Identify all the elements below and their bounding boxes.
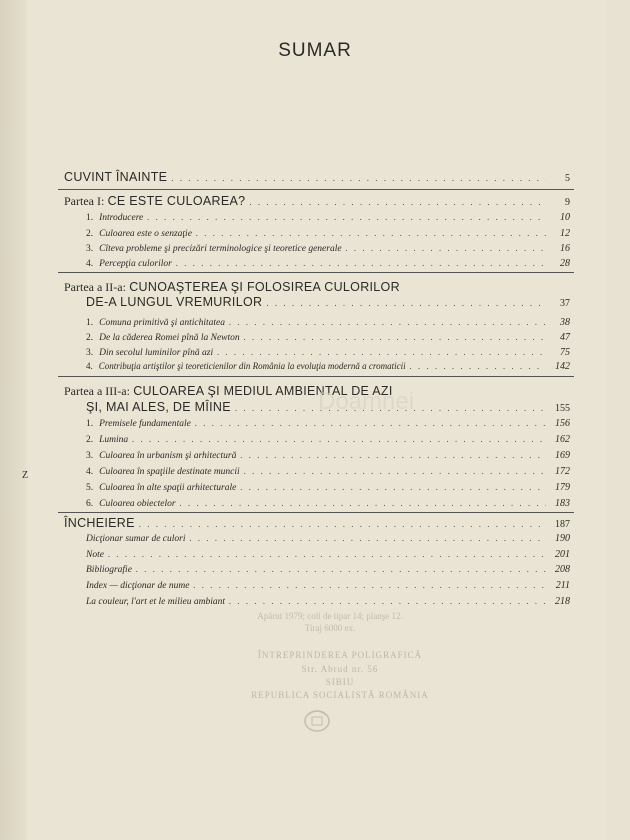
item-page: 47 bbox=[560, 332, 570, 343]
colophon-line: SIBIU bbox=[325, 677, 355, 687]
item-label: Culoarea în spaţiile destinate muncii bbox=[99, 467, 240, 477]
part2-prefix: Partea a II-a: bbox=[64, 280, 126, 294]
toc-part2-cont[interactable] bbox=[86, 295, 570, 309]
item-label: Bibliografie bbox=[86, 565, 132, 575]
dot-leader bbox=[195, 418, 546, 428]
part3-heading: CULOAREA ŞI MEDIUL AMBIENTAL DE AZI bbox=[133, 384, 393, 398]
item-label: La couleur, l'art et le milieu ambiant bbox=[86, 597, 225, 607]
item-num: 1. bbox=[86, 213, 94, 223]
item-label: Index — dicţionar de nume bbox=[86, 581, 190, 591]
toc-item[interactable] bbox=[86, 332, 570, 343]
item-label: Din secolul luminilor pînă azi bbox=[99, 348, 214, 358]
item-num: 4. bbox=[86, 467, 94, 477]
item-num: 2. bbox=[86, 435, 94, 445]
dot-leader bbox=[244, 332, 546, 342]
toc-item[interactable] bbox=[86, 317, 570, 328]
toc-item[interactable] bbox=[86, 549, 570, 560]
item-page: 38 bbox=[560, 317, 570, 328]
page-title: SUMAR bbox=[278, 40, 352, 61]
item-label: Lumina bbox=[99, 435, 129, 445]
dot-leader bbox=[229, 596, 546, 606]
item-num: 1. bbox=[86, 419, 94, 429]
part2-heading: CUNOAŞTEREA ŞI FOLOSIREA CULORILOR bbox=[129, 280, 400, 294]
item-page: 169 bbox=[555, 450, 570, 461]
toc-part2[interactable] bbox=[64, 279, 570, 295]
dot-leader bbox=[171, 173, 546, 183]
dot-leader bbox=[108, 549, 546, 559]
part2-heading2: DE-A LUNGUL VREMURILOR bbox=[86, 295, 263, 309]
item-label: Culoarea obiectelor bbox=[99, 499, 176, 509]
item-page: 218 bbox=[555, 596, 570, 607]
divider bbox=[58, 512, 574, 513]
page-binding bbox=[0, 0, 29, 840]
item-page: 28 bbox=[560, 258, 570, 269]
item-page: 172 bbox=[555, 466, 570, 477]
colophon-line: ÎNTREPRINDEREA POLIGRAFICĂ bbox=[257, 650, 423, 660]
toc-item[interactable] bbox=[86, 258, 570, 269]
item-num: 3. bbox=[86, 451, 94, 461]
toc-item[interactable] bbox=[86, 418, 570, 429]
part1-prefix: Partea I: bbox=[64, 194, 105, 208]
item-label: Dicţionar sumar de culori bbox=[86, 534, 186, 544]
toc-item[interactable] bbox=[86, 482, 570, 493]
dot-leader bbox=[240, 482, 546, 492]
toc-item[interactable] bbox=[86, 243, 570, 254]
colophon-line: REPUBLICA SOCIALISTĂ ROMÂNIA bbox=[251, 690, 429, 700]
dot-leader bbox=[176, 258, 546, 268]
item-label: Culoarea în alte spaţii arhitecturale bbox=[99, 483, 237, 493]
part1-heading: CE ESTE CULOAREA? bbox=[107, 194, 246, 208]
toc-closing[interactable] bbox=[64, 516, 570, 530]
item-label: Culoarea în urbanism şi arhitectură bbox=[99, 451, 237, 461]
printer-emblem-icon bbox=[302, 707, 332, 733]
toc-intro-label: CUVINT ÎNAINTE bbox=[64, 170, 168, 184]
edge-mark: Z bbox=[22, 470, 29, 481]
item-num: 1. bbox=[86, 318, 94, 328]
toc-item[interactable] bbox=[86, 347, 570, 358]
part2-page: 37 bbox=[560, 298, 570, 309]
item-num: 5. bbox=[86, 483, 94, 493]
dot-leader bbox=[136, 564, 546, 574]
dot-leader bbox=[244, 466, 546, 476]
dot-leader bbox=[240, 450, 546, 460]
divider bbox=[58, 376, 574, 377]
toc-item[interactable] bbox=[86, 434, 570, 445]
toc-item[interactable] bbox=[86, 596, 570, 607]
toc-item[interactable] bbox=[86, 361, 570, 372]
item-label: Premisele fundamentale bbox=[99, 419, 191, 429]
item-page: 201 bbox=[555, 549, 570, 560]
dot-leader bbox=[193, 580, 546, 590]
closing-label: ÎNCHEIERE bbox=[64, 516, 135, 530]
toc-item[interactable] bbox=[86, 212, 570, 223]
item-label: Note bbox=[86, 550, 104, 560]
item-page: 183 bbox=[555, 498, 570, 509]
item-num: 3. bbox=[86, 348, 94, 358]
dot-leader bbox=[189, 533, 546, 543]
dot-leader bbox=[139, 519, 546, 529]
item-page: 12 bbox=[560, 228, 570, 239]
closing-page: 187 bbox=[555, 519, 570, 530]
item-label: Cîteva probleme şi precizări terminologice şi teoretice generale bbox=[99, 244, 342, 254]
toc-part3[interactable] bbox=[64, 383, 570, 399]
item-page: 179 bbox=[555, 482, 570, 493]
dot-leader bbox=[249, 197, 546, 207]
item-page: 75 bbox=[560, 347, 570, 358]
item-page: 190 bbox=[555, 533, 570, 544]
item-num: 2. bbox=[86, 333, 94, 343]
item-label: Comuna primitivă şi antichitatea bbox=[99, 318, 225, 328]
item-page: 162 bbox=[555, 434, 570, 445]
item-label: De la căderea Romei pînă la Newton bbox=[99, 333, 240, 343]
divider bbox=[58, 189, 574, 190]
item-page: 211 bbox=[555, 580, 570, 591]
item-label: Culoarea este o senzaţie bbox=[99, 229, 192, 239]
toc-item[interactable] bbox=[86, 564, 570, 575]
item-page: 208 bbox=[555, 564, 570, 575]
dot-leader bbox=[132, 434, 546, 444]
toc-item[interactable] bbox=[86, 533, 570, 544]
toc-item[interactable] bbox=[86, 450, 570, 461]
part3-prefix: Partea a III-a: bbox=[64, 384, 130, 398]
toc-intro[interactable] bbox=[64, 170, 570, 184]
toc-item[interactable] bbox=[86, 228, 570, 239]
colophon-line: Str. Abrud nr. 56 bbox=[301, 664, 379, 674]
part3-heading2: ŞI, MAI ALES, DE MÎINE bbox=[86, 400, 231, 414]
item-num: 4. bbox=[86, 361, 93, 371]
item-num: 4. bbox=[86, 259, 94, 269]
item-page: 142 bbox=[555, 361, 570, 372]
item-num: 3. bbox=[86, 244, 94, 254]
toc-item[interactable] bbox=[86, 498, 570, 509]
dot-leader bbox=[266, 298, 546, 308]
part1-page: 9 bbox=[565, 197, 570, 208]
toc-intro-page: 5 bbox=[565, 173, 570, 184]
item-page: 16 bbox=[560, 243, 570, 254]
toc-part1[interactable] bbox=[64, 193, 570, 209]
colophon-line: Apărut 1979; coli de tipar 14; planşe 12. bbox=[257, 611, 403, 621]
toc-item[interactable] bbox=[86, 466, 570, 477]
watermark: Doamnei bbox=[318, 388, 415, 415]
item-label: Introducere bbox=[99, 213, 144, 223]
dot-leader bbox=[346, 243, 546, 253]
dot-leader bbox=[196, 228, 546, 238]
part3-page: 155 bbox=[555, 403, 570, 414]
item-page: 156 bbox=[555, 418, 570, 429]
item-label: Contribuţia artiştilor şi teoreticienilor din România la evoluţia modernă a cromaticii bbox=[98, 361, 406, 371]
item-label: Percepţia culorilor bbox=[99, 259, 172, 269]
item-num: 2. bbox=[86, 229, 94, 239]
dot-leader bbox=[217, 347, 546, 357]
dot-leader bbox=[229, 317, 546, 327]
item-num: 6. bbox=[86, 499, 94, 509]
dot-leader bbox=[147, 212, 546, 222]
item-page: 10 bbox=[560, 212, 570, 223]
toc-item[interactable] bbox=[86, 580, 570, 591]
dot-leader bbox=[180, 498, 546, 508]
dot-leader bbox=[410, 361, 546, 371]
colophon-line: Tiraj 6000 ex. bbox=[304, 623, 356, 633]
divider bbox=[58, 272, 574, 273]
